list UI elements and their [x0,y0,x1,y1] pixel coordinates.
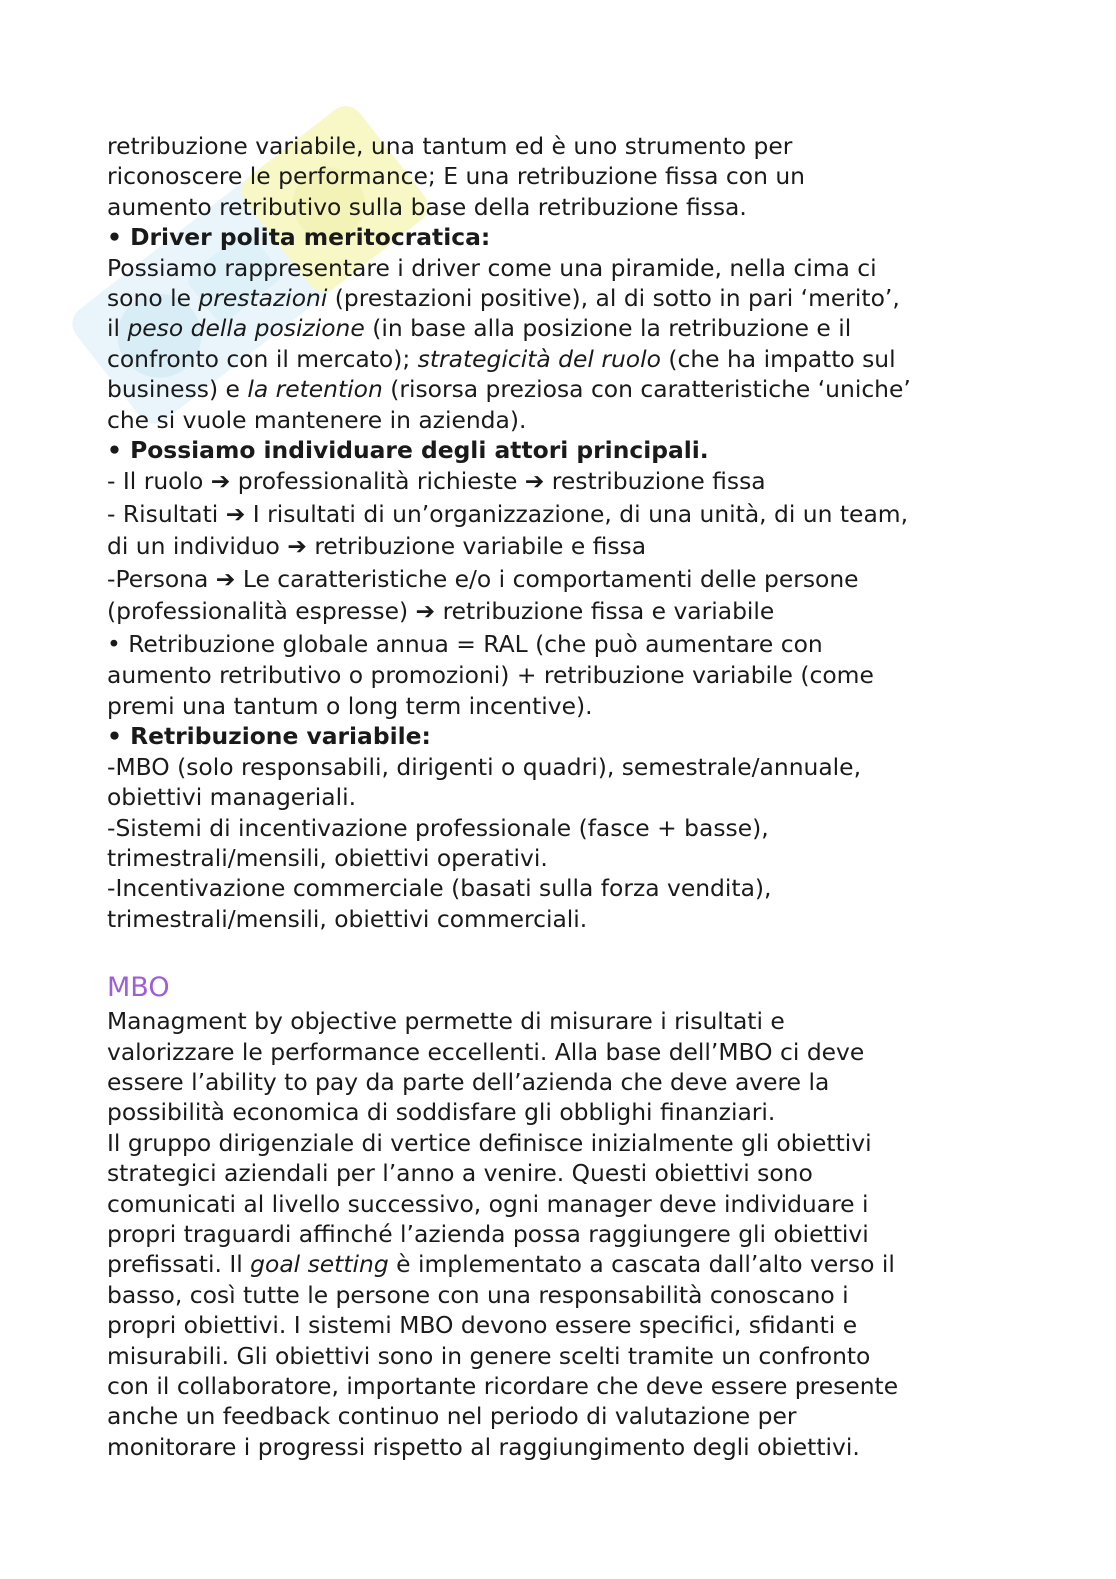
section-title-attori: • Possiamo individuare degli attori principali. [107,436,709,465]
text-line: monitorare i progressi rispetto al raggiungimento degli obiettivi. [107,1432,860,1461]
text-line: con il collaboratore, importante ricordare che deve essere presente [107,1372,899,1400]
text-line: propri obiettivi. I sistemi MBO devono essere specifici, sfidanti e [107,1311,858,1340]
section-heading-mbo: MBO [107,972,170,1004]
list-item: - Il ruolo ➔ professionalità richieste ➔ restribuzione fissa [107,467,766,496]
list-item: di un individuo ➔ retribuzione variabile e fissa [107,532,647,561]
list-item: -Persona ➔ Le caratteristiche e/o i comportamenti delle persone [107,564,859,593]
list-item: -Sistemi di incentivazione professionale (fasce + basse), [107,813,769,842]
text-line: premi una tantum o long term incentive). [107,691,593,720]
text-line: riconoscere le performance; E una retribuzione fissa con un [107,162,806,191]
text-line: retribuzione variabile, una tantum ed è uno strumento per [107,132,793,160]
list-item: -MBO (solo responsabili, dirigenti o quadri), semestrale/annuale, [107,752,862,781]
text-line: comunicati al livello successivo, ogni manager deve individuare i [107,1189,869,1218]
section-title-variabile: • Retribuzione variabile: [107,722,431,751]
document-page [107,131,1027,1462]
text-line: sono le prestazioni (prestazioni positive), al di sotto in pari ‘merito’, [107,284,900,313]
text-line: che si vuole mantenere in azienda). [107,405,527,434]
text-line: aumento retributivo o promozioni) + retribuzione variabile (come [107,661,874,690]
list-item: -Incentivazione commerciale (basati sulla forza vendita), [107,874,772,903]
list-item: trimestrali/mensili, obiettivi commerciali. [107,904,588,933]
text-line: essere l’ability to pay da parte dell’azienda che deve avere la [107,1067,830,1096]
text-line: strategici aziendali per l’anno a venire. Questi obiettivi sono [107,1159,813,1188]
text-line: business) e la retention (risorsa preziosa con caratteristiche ‘uniche’ [107,375,911,404]
text-line: confronto con il mercato); strategicità del ruolo (che ha impatto sul [107,344,896,373]
text-line: anche un feedback continuo nel periodo di valutazione per [107,1402,797,1431]
text-line: aumento retributivo sulla base della retribuzione fissa. [107,192,747,221]
text-line: propri traguardi affinché l’azienda possa raggiungere gli obiettivi [107,1219,869,1248]
list-item: obiettivi manageriali. [107,783,357,812]
text-line: valorizzare le performance eccellenti. Alla base dell’MBO ci deve [107,1037,865,1066]
text-line: Managment by objective permette di misurare i risultati e [107,1007,785,1036]
text-line: Il gruppo dirigenziale di vertice definisce inizialmente gli obiettivi [107,1128,872,1157]
text-line: il peso della posizione (in base alla posizione la retribuzione e il [107,314,852,343]
mbo-paragraph [107,1006,1027,1462]
text-line: basso, così tutte le persone con una responsabilità conoscano i [107,1280,849,1309]
list-item: (professionalità espresse) ➔ retribuzione fissa e variabile [107,597,775,626]
text-line: Possiamo rappresentare i driver come una piramide, nella cima ci [107,253,877,282]
list-item: trimestrali/mensili, obiettivi operativi. [107,843,548,872]
text-line: prefissati. Il goal setting è implementato a cascata dall’alto verso il [107,1250,895,1279]
text-line: misurabili. Gli obiettivi sono in genere scelti tramite un confronto [107,1341,871,1370]
section-title-driver: • Driver polita meritocratica: [107,223,491,252]
text-line: possibilità economica di soddisfare gli obblighi finanziari. [107,1098,776,1127]
list-item: • Retribuzione globale annua = RAL (che può aumentare con [107,629,823,658]
list-item: - Risultati ➔ I risultati di un’organizzazione, di una unità, di un team, [107,499,909,528]
